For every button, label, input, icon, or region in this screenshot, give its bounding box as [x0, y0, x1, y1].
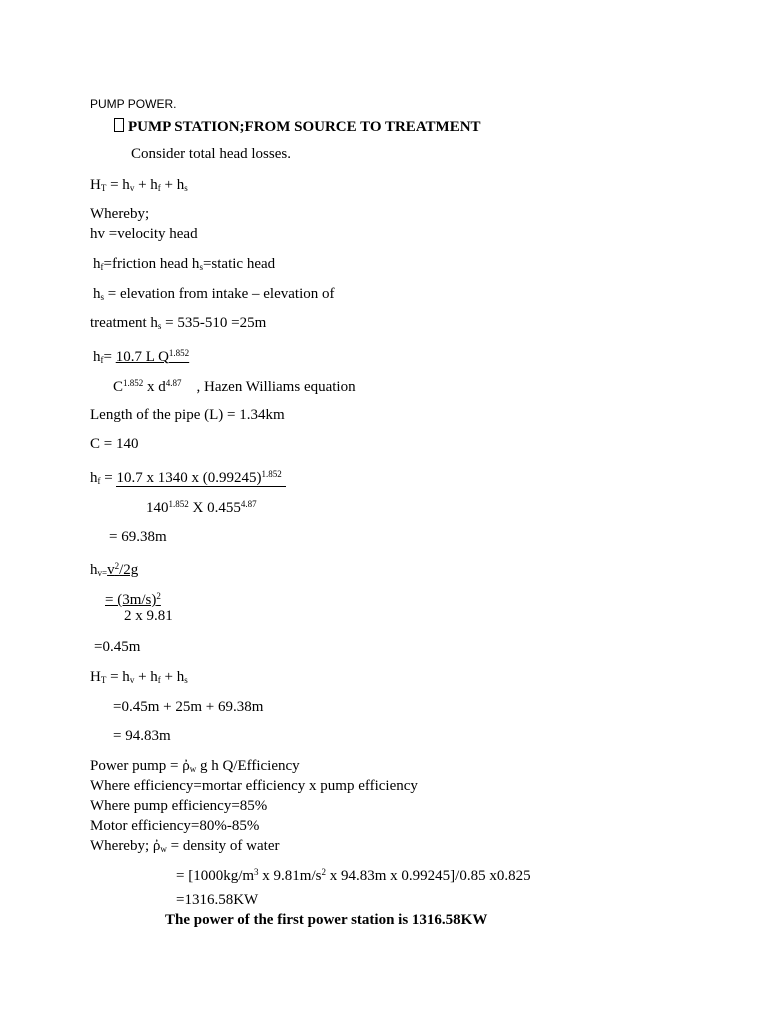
efficiency-definition: Where efficiency=mortar efficiency x pump efficiency — [90, 778, 418, 794]
velocity-head-result: =0.45m — [94, 639, 141, 655]
pipe-length: Length of the pipe (L) = 1.34km — [90, 407, 285, 423]
intro-text: Consider total head losses. — [131, 146, 291, 162]
total-head-result: = 94.83m — [113, 728, 171, 744]
power-result: =1316.58KW — [176, 892, 259, 908]
friction-static-definition: $h_f=friction$ head $h_s=static$ head — [93, 256, 276, 272]
pump-efficiency: Where pump efficiency=85% — [90, 798, 268, 814]
velocity-head-definition: hv =velocity head — [90, 226, 198, 242]
friction-head-calc-denominator: $140^{1.852}$ X $0.455^{4.87}$ — [146, 499, 257, 516]
total-head-equation: $H_T = h_v + h_f + h_s$ — [90, 177, 188, 193]
density-definition: Whereby; ῤ$_w$ = density of water — [90, 838, 280, 854]
total-head-sum: =0.45m + 25m + 69.38m — [113, 699, 264, 715]
friction-head-result: = 69.38m — [109, 529, 167, 545]
static-head-value: treatment $h_s = 535-510 =25m$ — [90, 315, 267, 331]
static-head-definition: $h_s$ = elevation from intake – elevation of — [93, 286, 335, 302]
velocity-head-formula: $h_{v=}v^2/2g$ — [90, 561, 139, 578]
friction-head-calculation: $h_f = 10.7$ x 1340 x $(0.99245)^{1.852}$ — [90, 465, 286, 490]
conclusion: The power of the first power station is 1316.58KW — [165, 912, 488, 928]
friction-head-formula: $h_f= 10.7$ L $Q^{1.852}$ — [93, 348, 190, 365]
total-head-equation-2: $H_T = h_v + h_f + h_s$ — [90, 669, 188, 685]
motor-efficiency: Motor efficiency=80%-85% — [90, 818, 260, 834]
checkbox-bullet-icon — [114, 118, 124, 132]
friction-head-denominator: $C^{1.852}$ x $d^{4.87}$ , Hazen Williams equation — [113, 378, 356, 395]
c-value: C = 140 — [90, 436, 139, 452]
power-equation: Power pump = ῤ$_w$ g h Q/Efficiency — [90, 758, 300, 774]
power-calculation: = [$1000kg/m^3$ x $9.81m/s^2$ x 94.83m x 0.99245]/0.85 x0.825 — [176, 867, 531, 884]
velocity-head-denominator: 2 x 9.81 — [124, 608, 173, 624]
whereby-label: Whereby; — [90, 206, 150, 222]
velocity-head-numerator: = $(3m/s)^2$ — [105, 591, 161, 608]
doc-header: PUMP POWER. — [90, 97, 177, 111]
section-heading: PUMP STATION;FROM SOURCE TO TREATMENT — [114, 118, 481, 136]
